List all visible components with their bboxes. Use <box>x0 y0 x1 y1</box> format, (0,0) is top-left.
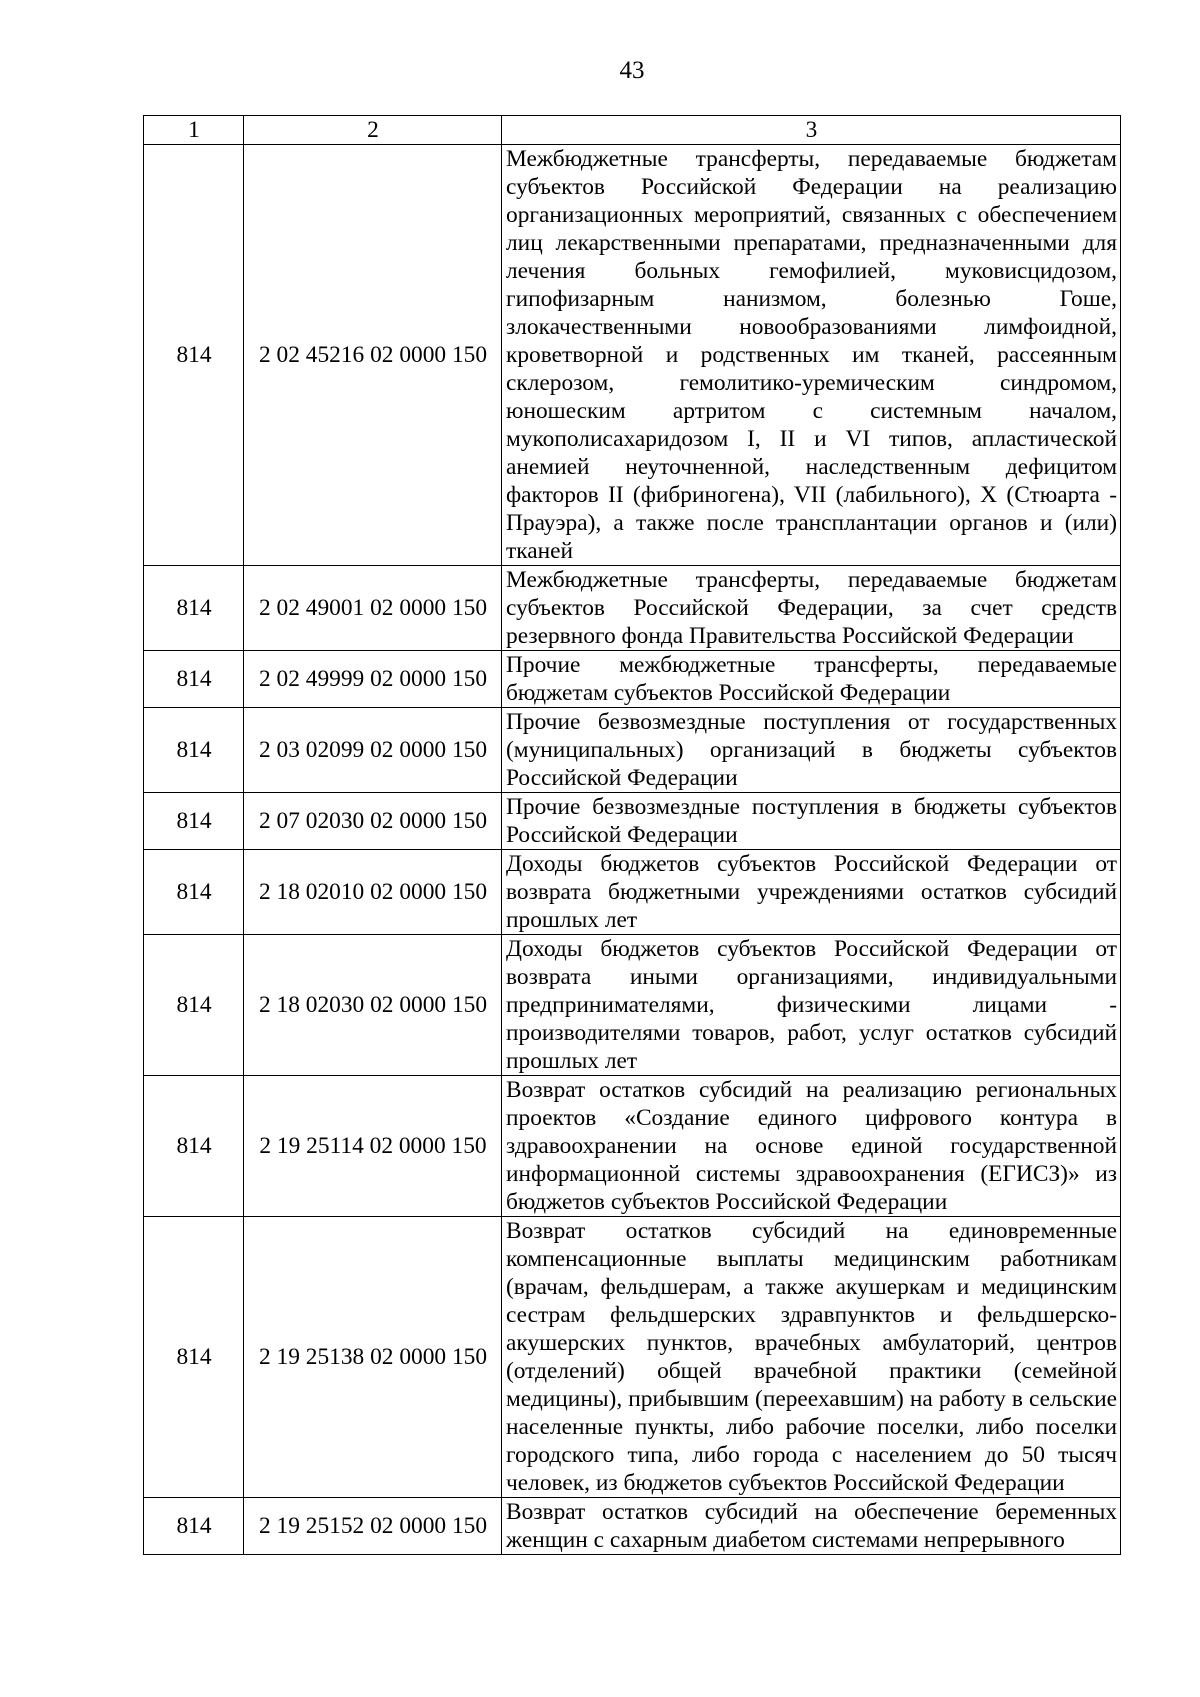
budget-classification-code-cell: 2 02 49001 02 0000 150 <box>244 566 502 651</box>
budget-classification-code-cell: 2 02 49999 02 0000 150 <box>244 651 502 708</box>
administrator-code-cell: 814 <box>144 850 244 935</box>
budget-classification-code-cell: 2 19 25138 02 0000 150 <box>244 1217 502 1498</box>
table-row <box>144 1217 1121 1498</box>
income-name-cell: Доходы бюджетов субъектов Российской Федерации от возврата бюджетными учреждениями остатков субсидий прошлых лет <box>502 850 1121 935</box>
income-name-cell: Возврат остатков субсидий на обеспечение беременных женщин с сахарным диабетом системами непрерывного <box>502 1498 1121 1555</box>
budget-classification-code-cell: 2 19 25114 02 0000 150 <box>244 1076 502 1217</box>
administrator-code-cell: 814 <box>144 935 244 1076</box>
income-name-cell: Прочие межбюджетные трансферты, передаваемые бюджетам субъектов Российской Федерации <box>502 651 1121 708</box>
income-name-cell: Доходы бюджетов субъектов Российской Федерации от возврата иными организациями, индивидуальными предпринимателями, физическими лицами - производителями товаров, работ, услуг остатков субсидий прошлых лет <box>502 935 1121 1076</box>
table-row <box>144 651 1121 708</box>
income-name-cell: Межбюджетные трансферты, передаваемые бюджетам субъектов Российской Федерации на реализацию организационных мероприятий, связанных с обеспечением лиц лекарственными препаратами, предназначенными для лечения больных гемофилией, муковисцидозом, гипофизарным нанизмом, болезнью Гоше, злокачественными новообразованиями лимфоидной, кроветворной и родственных им тканей, рассеянным склерозом, гемолитико-уремическим синдромом, юношеским артритом с системным началом, мукополисахаридозом I, II и VI типов, апластической анемией неуточненной, наследственным дефицитом факторов II (фибриногена), VII (лабильного), X (Стюарта - Прауэра), а также после трансплантации органов и (или) тканей <box>502 145 1121 566</box>
table-row <box>144 1498 1121 1555</box>
income-name-cell: Прочие безвозмездные поступления от государственных (муниципальных) организаций в бюджеты субъектов Российской Федерации <box>502 708 1121 793</box>
table-row <box>144 935 1121 1076</box>
administrator-code-cell: 814 <box>144 145 244 566</box>
budget-classification-code-cell: 2 19 25152 02 0000 150 <box>244 1498 502 1555</box>
income-name-cell: Возврат остатков субсидий на единовременные компенсационные выплаты медицинским работникам (врачам, фельдшерам, а также акушеркам и медицинским сестрам фельдшерских здравпунктов и фельдшерско-акушерских пунктов, врачебных амбулаторий, центров (отделений) общей врачебной практики (семейной медицины), прибывшим (переехавшим) на работу в сельские населенные пункты, либо рабочие поселки, либо поселки городского типа, либо города с населением до 50 тысяч человек, из бюджетов субъектов Российской Федерации <box>502 1217 1121 1498</box>
budget-classification-code-cell: 2 03 02099 02 0000 150 <box>244 708 502 793</box>
table-row <box>144 1076 1121 1217</box>
table-row <box>144 793 1121 850</box>
administrator-code-cell: 814 <box>144 1498 244 1555</box>
administrator-code-cell: 814 <box>144 793 244 850</box>
budget-codes-table <box>143 115 1121 1555</box>
page-number: 43 <box>619 57 645 84</box>
column-header-2: 2 <box>244 116 502 145</box>
table-row <box>144 566 1121 651</box>
administrator-code-cell: 814 <box>144 1217 244 1498</box>
table-row <box>144 850 1121 935</box>
administrator-code-cell: 814 <box>144 708 244 793</box>
budget-classification-code-cell: 2 02 45216 02 0000 150 <box>244 145 502 566</box>
table-row <box>144 708 1121 793</box>
column-header-1: 1 <box>144 116 244 145</box>
budget-classification-code-cell: 2 18 02030 02 0000 150 <box>244 935 502 1076</box>
table-row <box>144 145 1121 566</box>
administrator-code-cell: 814 <box>144 651 244 708</box>
column-header-3: 3 <box>502 116 1121 145</box>
budget-classification-code-cell: 2 18 02010 02 0000 150 <box>244 850 502 935</box>
administrator-code-cell: 814 <box>144 566 244 651</box>
header-row <box>144 116 1121 145</box>
income-name-cell: Возврат остатков субсидий на реализацию региональных проектов «Создание единого цифрового контура в здравоохранении на основе единой государственной информационной системы здравоохранения (ЕГИСЗ)» из бюджетов субъектов Российской Федерации <box>502 1076 1121 1217</box>
income-name-cell: Прочие безвозмездные поступления в бюджеты субъектов Российской Федерации <box>502 793 1121 850</box>
administrator-code-cell: 814 <box>144 1076 244 1217</box>
income-name-cell: Межбюджетные трансферты, передаваемые бюджетам субъектов Российской Федерации, за счет средств резервного фонда Правительства Российской Федерации <box>502 566 1121 651</box>
budget-classification-code-cell: 2 07 02030 02 0000 150 <box>244 793 502 850</box>
